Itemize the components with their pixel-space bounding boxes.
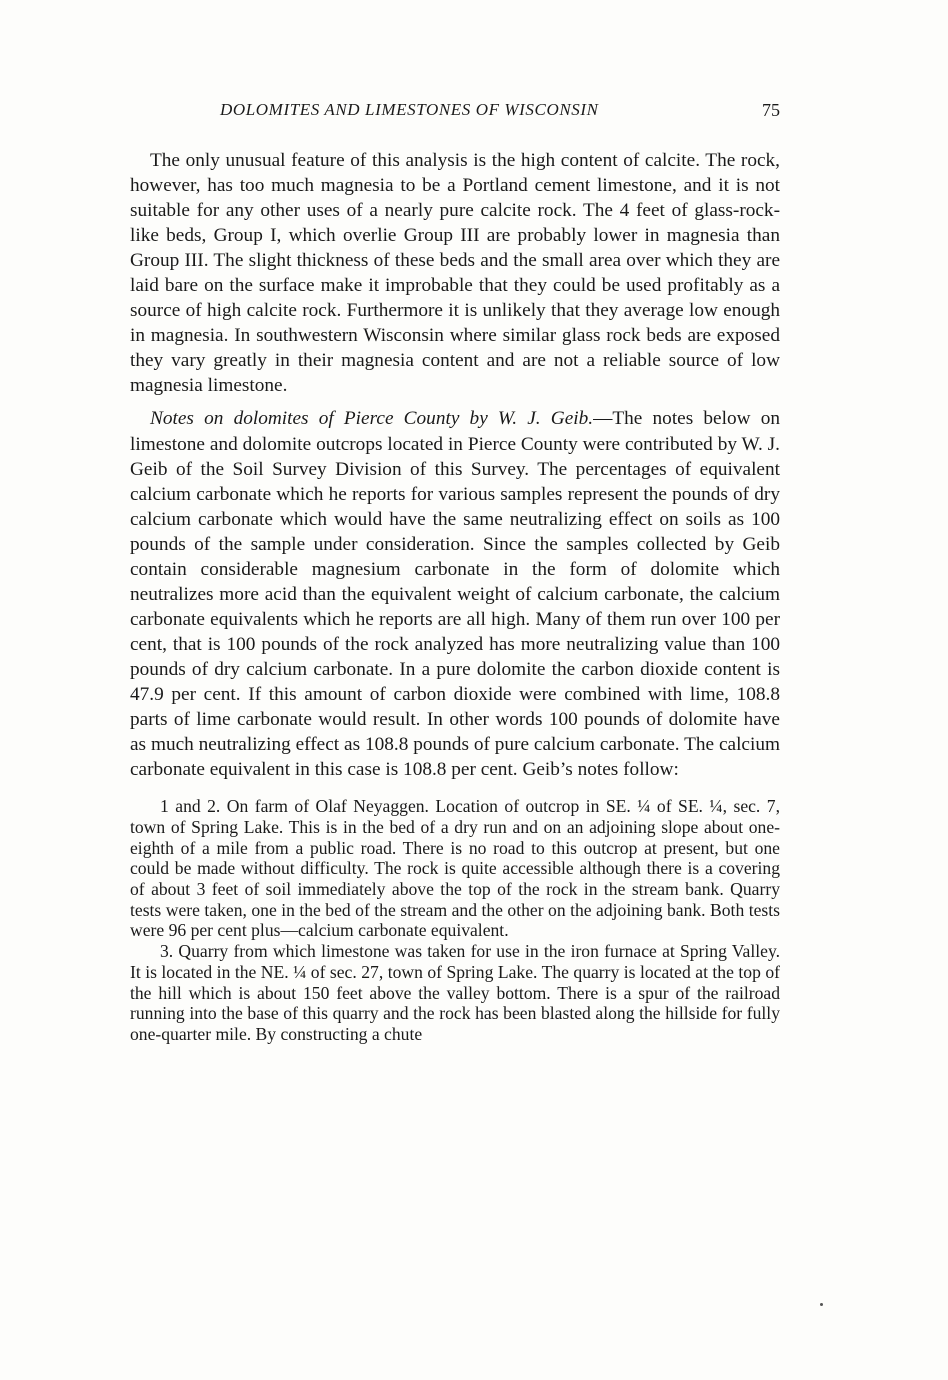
paragraph-lead: Notes on dolomites of Pierce County by W. J. Geib. (150, 408, 594, 430)
paragraph-pierce-county-notes (130, 406, 780, 782)
page-number: 75 (762, 100, 780, 120)
paragraph-text: —The notes below on limestone and dolomite outcrops located in Pierce County were contributed by W. J. Geib of the Soil Survey Division of this Survey. The percentages of equivalent calcium carbonate which he reports for various samples represent the pounds of dry calcium carbonate which would have the same neutralizing effect on soils as 100 pounds of the sample under consideration. Since the samples collected by Geib contain considerable magnesium carbonate in the form of dolomite which neutralizes more acid than the equivalent weight of calcium carbonate, the calcium carbonate equivalents which he reports are all high. Many of them run over 100 per cent, that is 100 pounds of the rock analyzed has more neutralizing value than 100 pounds of dry calcium carbonate. In a pure dolomite the carbon dioxide content is 47.9 per cent. If this amount of carbon dioxide were combined with lime, 108.8 parts of lime carbonate would result. In other words 100 pounds of dolomite have as much neutralizing effect as 108.8 pounds of pure calcium carbonate. The calcium carbonate equivalent in this case is 108.8 per cent. Geib’s notes follow: (130, 408, 780, 781)
paper-speck (820, 1303, 823, 1306)
geib-notes (130, 796, 780, 1044)
page-header (130, 100, 780, 126)
paragraph-calcite-analysis (130, 148, 780, 398)
paragraph-text: The only unusual feature of this analysis is the high content of calcite. The rock, however, has too much magnesia to be a Portland cement limestone, and it is not suitable for any other uses of a nearly pure calcite rock. The 4 feet of glass-rock-like beds, Group I, which overlie Group III are probably lower in magnesia than Group III. The slight thickness of these beds and the small area over which they are laid bare on the surface make it improbable that they could be used profitably as a source of high calcite rock. Furthermore it is unlikely that they average low enough in magnesia. In southwestern Wisconsin where similar glass rock beds are exposed they vary greatly in their magnesia content and are not a reliable source of low magnesia limestone. (130, 150, 780, 397)
note-item: 3. Quarry from which limestone was taken for use in the iron furnace at Spring Valley. It is located in the NE. ¼ of sec. 27, town of Spring Lake. The quarry is located at the top of the hill which is about 150 feet above the valley bottom. There is a spur of the railroad running into the base of this quarry and the rock has been blasted along the hillside for fully one-quarter mile. By constructing a chute (130, 941, 780, 1044)
body-text (130, 148, 780, 1045)
note-item: 1 and 2. On farm of Olaf Neyaggen. Location of outcrop in SE. ¼ of SE. ¼, sec. 7, town of Spring Lake. This is in the bed of a dry run and on an adjoining slope about one-eighth of a mile from a public road. There is no road to this outcrop at present, but one could be made without difficulty. The rock is quite accessible although there is a covering of about 3 feet of soil immediately above the top of the rock in the stream bank. Quarry tests were taken, one in the bed of the stream and the other on the adjoining bank. Both tests were 96 per cent plus—calcium carbonate equivalent. (130, 796, 780, 941)
running-title: DOLOMITES AND LIMESTONES OF WISCONSIN (220, 100, 599, 119)
